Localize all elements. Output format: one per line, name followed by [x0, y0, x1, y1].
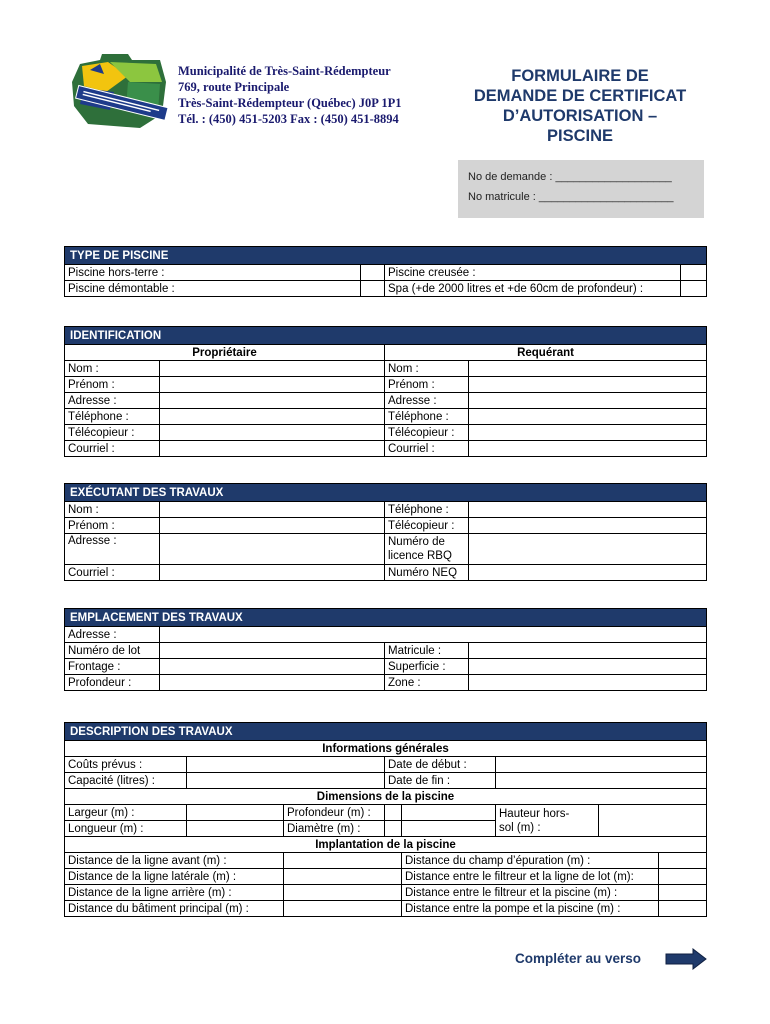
rbq-label-line: licence RBQ	[388, 550, 452, 562]
field-label: Prénom :	[65, 518, 160, 534]
municipality-street: 769, route Principale	[178, 80, 290, 94]
rbq-label-line: Numéro de	[388, 536, 445, 548]
field-label: Courriel :	[65, 565, 160, 581]
dist-filtreur-piscine-input[interactable]	[659, 885, 707, 901]
dist-champ-input[interactable]	[659, 853, 707, 869]
applicant-prenom-input[interactable]	[469, 377, 707, 393]
municipality-name: Municipalité de Très-Saint-Rédempteur	[178, 64, 391, 78]
field-label: Distance entre le filtreur et la piscine (m) :	[402, 885, 659, 901]
field-label: Téléphone :	[385, 409, 469, 425]
continue-on-back-label: Compléter au verso	[515, 951, 642, 966]
couts-input[interactable]	[187, 757, 385, 773]
request-number-field[interactable]: No de demande : ___________________	[468, 171, 672, 183]
municipality-address-block	[178, 63, 401, 127]
dist-batiment-input[interactable]	[284, 901, 402, 917]
hors-terre-checkbox[interactable]	[361, 265, 385, 281]
field-label: Nom :	[65, 361, 160, 377]
applicant-adresse-input[interactable]	[469, 393, 707, 409]
implantation-subheader: Implantation de la piscine	[65, 837, 707, 853]
municipality-city: Très-Saint-Rédempteur (Québec) J0P 1P1	[178, 96, 402, 110]
owner-telecopieur-input[interactable]	[160, 425, 385, 441]
location-table	[64, 608, 707, 691]
field-label: Coûts prévus :	[65, 757, 187, 773]
owner-prenom-input[interactable]	[160, 377, 385, 393]
matricule-number-field[interactable]: No matricule : ______________________	[468, 191, 674, 203]
dist-avant-input[interactable]	[284, 853, 402, 869]
location-frontage-input[interactable]	[160, 659, 385, 675]
field-label: Matricule :	[385, 643, 469, 659]
field-label: Distance de la ligne avant (m) :	[65, 853, 284, 869]
field-label: Diamètre (m) :	[284, 821, 385, 837]
contractor-telephone-input[interactable]	[469, 502, 707, 518]
owner-telephone-input[interactable]	[160, 409, 385, 425]
contractor-neq-input[interactable]	[469, 565, 707, 581]
field-label: Courriel :	[65, 441, 160, 457]
field-label: Numéro NEQ	[385, 565, 469, 581]
office-use-box	[458, 160, 704, 218]
creusee-checkbox[interactable]	[681, 265, 707, 281]
work-description-table	[64, 722, 707, 917]
form-title-line: DEMANDE DE CERTIFICAT	[473, 87, 687, 105]
field-label: Courriel :	[385, 441, 469, 457]
municipality-phone-fax: Tél. : (450) 451-5203 Fax : (450) 451-8894	[178, 112, 399, 126]
hauteur-input[interactable]	[599, 805, 707, 837]
field-label: Télécopieur :	[385, 425, 469, 441]
contractor-nom-input[interactable]	[160, 502, 385, 518]
spa-label: Spa (+de 2000 litres et +de 60cm de profondeur) :	[385, 281, 681, 297]
spa-checkbox[interactable]	[681, 281, 707, 297]
field-label: Téléphone :	[385, 502, 469, 518]
location-lot-input[interactable]	[160, 643, 385, 659]
section-title: TYPE DE PISCINE	[65, 247, 707, 265]
contractor-courriel-input[interactable]	[160, 565, 385, 581]
field-label: Zone :	[385, 675, 469, 691]
contractor-adresse-input[interactable]	[160, 534, 385, 565]
field-label: Capacité (litres) :	[65, 773, 187, 789]
field-label: Distance de la ligne latérale (m) :	[65, 869, 284, 885]
spacer-cell	[402, 821, 496, 837]
owner-adresse-input[interactable]	[160, 393, 385, 409]
field-label: Largeur (m) :	[65, 805, 187, 821]
field-label: Télécopieur :	[65, 425, 160, 441]
contractor-table	[64, 483, 707, 581]
field-label: Nom :	[65, 502, 160, 518]
field-label: Adresse :	[65, 627, 160, 643]
dist-filtreur-lot-input[interactable]	[659, 869, 707, 885]
rbq-label	[385, 534, 469, 565]
dist-arriere-input[interactable]	[284, 885, 402, 901]
field-label: Distance entre le filtreur et la ligne de lot (m):	[402, 869, 659, 885]
applicant-column-header: Requérant	[385, 345, 707, 361]
hauteur-label-line: Hauteur hors-	[499, 807, 570, 820]
hauteur-label	[496, 805, 599, 837]
field-label: Distance du champ d’épuration (m) :	[402, 853, 659, 869]
date-debut-input[interactable]	[496, 757, 707, 773]
field-label: Distance entre la pompe et la piscine (m) :	[402, 901, 659, 917]
hauteur-label-line: sol (m) :	[499, 821, 541, 834]
section-title: EMPLACEMENT DES TRAVAUX	[65, 609, 707, 627]
spacer-cell	[402, 805, 496, 821]
date-fin-input[interactable]	[496, 773, 707, 789]
owner-column-header: Propriétaire	[65, 345, 385, 361]
contractor-telecopieur-input[interactable]	[469, 518, 707, 534]
location-zone-input[interactable]	[469, 675, 707, 691]
field-label: Profondeur :	[65, 675, 160, 691]
field-label: Profondeur (m) :	[284, 805, 385, 821]
location-profondeur-input[interactable]	[160, 675, 385, 691]
field-label: Superficie :	[385, 659, 469, 675]
contractor-rbq-input[interactable]	[469, 534, 707, 565]
field-label: Téléphone :	[65, 409, 160, 425]
section-title: DESCRIPTION DES TRAVAUX	[65, 723, 707, 741]
longueur-input[interactable]	[187, 821, 284, 837]
field-label: Distance de la ligne arrière (m) :	[65, 885, 284, 901]
field-label: Numéro de lot	[65, 643, 160, 659]
field-label: Prénom :	[385, 377, 469, 393]
field-label: Distance du bâtiment principal (m) :	[65, 901, 284, 917]
form-title	[455, 66, 705, 146]
applicant-telecopieur-input[interactable]	[469, 425, 707, 441]
field-label: Date de fin :	[385, 773, 496, 789]
dist-pompe-piscine-input[interactable]	[659, 901, 707, 917]
field-label: Date de début :	[385, 757, 496, 773]
field-label: Nom :	[385, 361, 469, 377]
dimensions-subheader: Dimensions de la piscine	[65, 789, 707, 805]
largeur-input[interactable]	[187, 805, 284, 821]
owner-nom-input[interactable]	[160, 361, 385, 377]
owner-courriel-input[interactable]	[160, 441, 385, 457]
field-label: Adresse :	[65, 393, 160, 409]
form-title-line: PISCINE	[546, 127, 614, 145]
diametre-input[interactable]	[385, 821, 402, 837]
pool-type-table	[64, 246, 707, 297]
hors-terre-label: Piscine hors-terre :	[65, 265, 361, 281]
field-label: Prénom :	[65, 377, 160, 393]
applicant-telephone-input[interactable]	[469, 409, 707, 425]
form-title-line: FORMULAIRE DE	[511, 67, 649, 85]
form-title-line: D’AUTORISATION –	[502, 107, 658, 125]
dist-laterale-input[interactable]	[284, 869, 402, 885]
demontable-checkbox[interactable]	[361, 281, 385, 297]
capacite-input[interactable]	[187, 773, 385, 789]
applicant-nom-input[interactable]	[469, 361, 707, 377]
section-title: IDENTIFICATION	[65, 327, 707, 345]
section-title: EXÉCUTANT DES TRAVAUX	[65, 484, 707, 502]
field-label: Adresse :	[385, 393, 469, 409]
location-matricule-input[interactable]	[469, 643, 707, 659]
arrow-right-icon	[665, 948, 707, 970]
general-info-subheader: Informations générales	[65, 741, 707, 757]
field-label: Adresse :	[65, 534, 160, 565]
field-label: Longueur (m) :	[65, 821, 187, 837]
creusee-label: Piscine creusée :	[385, 265, 681, 281]
field-label: Télécopieur :	[385, 518, 469, 534]
location-superficie-input[interactable]	[469, 659, 707, 675]
field-label: Frontage :	[65, 659, 160, 675]
location-adresse-input[interactable]	[160, 627, 707, 643]
contractor-prenom-input[interactable]	[160, 518, 385, 534]
profondeur-input[interactable]	[385, 805, 402, 821]
demontable-label: Piscine démontable :	[65, 281, 361, 297]
applicant-courriel-input[interactable]	[469, 441, 707, 457]
municipality-logo	[70, 52, 170, 130]
identification-table	[64, 326, 707, 457]
